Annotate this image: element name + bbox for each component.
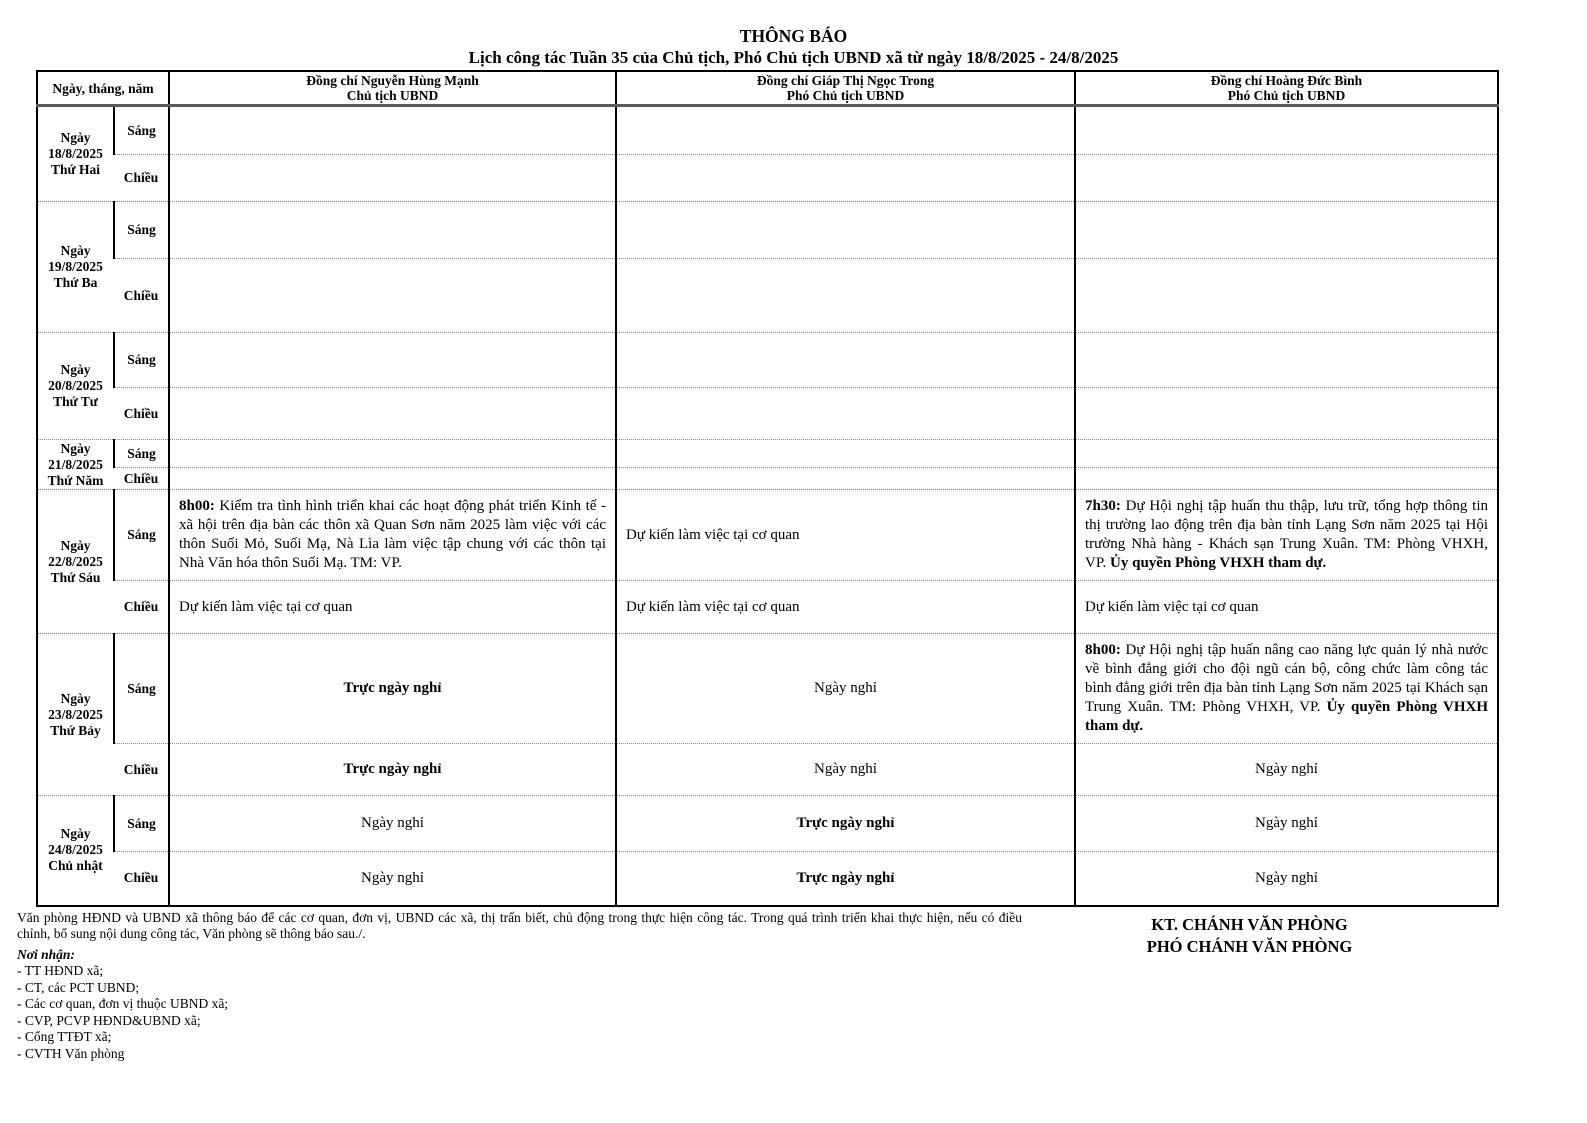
schedule-cell: [1075, 259, 1498, 333]
recipient-item: - TT HĐND xã;: [17, 963, 104, 978]
official-3-role: Phó Chủ tịch UBND: [1227, 88, 1346, 103]
schedule-cell: Dự kiến làm việc tại cơ quan: [169, 581, 616, 634]
date-cell: Ngày 20/8/2025 Thứ Tư: [37, 333, 114, 440]
schedule-cell: Trực ngày nghỉ: [616, 852, 1075, 906]
schedule-cell: [616, 259, 1075, 333]
schedule-cell: Dự kiến làm việc tại cơ quan: [616, 490, 1075, 581]
schedule-cell: [169, 468, 616, 490]
session-label: Chiều: [114, 852, 169, 906]
schedule-cell: [169, 155, 616, 202]
schedule-cell: [1075, 333, 1498, 388]
schedule-cell: [169, 388, 616, 440]
official-3-name: Đồng chí Hoàng Đức Bình: [1210, 73, 1363, 88]
schedule-cell: Ngày nghỉ: [1075, 744, 1498, 796]
schedule-cell: [616, 202, 1075, 259]
session-label: Chiều: [114, 581, 169, 634]
schedule-cell: [169, 440, 616, 468]
schedule-cell: 8h00: Kiểm tra tình hình triển khai các hoạt động phát triển Kinh tế - xã hội trên địa bàn các thôn xã Quan Sơn năm 2025 làm việc với các thôn Suối Mỏ, Suối Mạ, Nà Lìa làm việc tập chung với các thôn tại Nhà Văn hóa thôn Suối Mạ. TM: VP.: [169, 490, 616, 581]
session-label: Sáng: [114, 490, 169, 581]
session-label: Chiều: [114, 744, 169, 796]
date-cell: Ngày 18/8/2025 Thứ Hai: [48, 130, 103, 177]
schedule-cell: [1075, 388, 1498, 440]
schedule-row: [37, 490, 1498, 581]
schedule-row: [37, 796, 1498, 852]
recipient-item: - CT, các PCT UBND;: [17, 979, 140, 995]
header-official-2: [616, 71, 1075, 106]
schedule-cell: Ngày nghỉ: [1075, 852, 1498, 906]
session-label: Sáng: [114, 796, 169, 852]
signature-block: [1022, 910, 1477, 1063]
schedule-cell: Ngày nghỉ: [616, 634, 1075, 744]
recipient-item: - CVTH Văn phòng: [17, 1045, 125, 1061]
schedule-cell: Ngày nghỉ: [1075, 796, 1498, 852]
document-header: [0, 0, 1587, 68]
schedule-cell: [169, 202, 616, 259]
date-cell: Ngày 19/8/2025 Thứ Ba: [37, 202, 114, 333]
schedule-cell: [1075, 155, 1498, 202]
schedule-row: [37, 259, 1498, 333]
official-2-role: Phó Chủ tịch UBND: [786, 88, 905, 103]
schedule-cell: [616, 440, 1075, 468]
session-label: Sáng: [114, 333, 169, 388]
schedule-cell: [616, 468, 1075, 490]
session-label: Chiều: [114, 259, 169, 333]
recipients-label: Nơi nhận:: [17, 946, 75, 962]
header-official-3: [1075, 71, 1498, 106]
schedule-cell: Trực ngày nghỉ: [169, 634, 616, 744]
schedule-cell: [616, 333, 1075, 388]
session-label: Sáng: [114, 106, 169, 155]
schedule-cell: Trực ngày nghỉ: [616, 796, 1075, 852]
session-label: Sáng: [114, 440, 169, 468]
recipient-item: - Các cơ quan, đơn vị thuộc UBND xã;: [17, 996, 229, 1011]
schedule-cell: [1075, 440, 1498, 468]
schedule-cell: [1075, 468, 1498, 490]
schedule-row: [37, 440, 1498, 468]
schedule-table: [36, 70, 1499, 907]
session-label: Chiều: [114, 468, 169, 490]
schedule-row: [37, 852, 1498, 906]
schedule-cell: 7h30: Dự Hội nghị tập huấn thu thập, lưu trữ, tổng hợp thông tin thị trường lao động trên địa bàn tỉnh Lạng Sơn năm 2025 tại Hội trường Nhà hàng - Khách sạn Trung Xuân. TM: Phòng VHXH, VP. Ủy quyền Phòng VHXH tham dự.: [1075, 490, 1498, 581]
schedule-cell: [1075, 106, 1498, 155]
schedule-row: [37, 202, 1498, 259]
schedule-cell: [616, 106, 1075, 155]
signature-title: KT. CHÁNH VĂN PHÒNG: [1151, 914, 1348, 934]
schedule-cell: Ngày nghỉ: [169, 852, 616, 906]
notice-subtitle: Lịch công tác Tuần 35 của Chủ tịch, Phó Chủ tịch UBND xã từ ngày 18/8/2025 - 24/8/2025: [468, 48, 1119, 67]
schedule-cell: [616, 388, 1075, 440]
schedule-row: [37, 468, 1498, 490]
signature-position: PHÓ CHÁNH VĂN PHÒNG: [1146, 936, 1353, 956]
schedule-cell: Ngày nghỉ: [616, 744, 1075, 796]
date-cell: Ngày 24/8/2025 Chủ nhật: [37, 796, 114, 906]
session-label: Sáng: [114, 202, 169, 259]
schedule-cell: Trực ngày nghỉ: [169, 744, 616, 796]
schedule-row: [37, 744, 1498, 796]
footer-note: Văn phòng HĐND và UBND xã thông báo để các cơ quan, đơn vị, UBND các xã, thị trấn biết, chủ động trong thực hiện công tác. Trong quá trình triển khai thực hiện, nếu có điều chỉnh, bổ sung nội dung công tác, Văn phòng sẽ thông báo sau./.: [17, 909, 1022, 941]
date-cell: Ngày 23/8/2025 Thứ Bảy: [37, 634, 114, 796]
schedule-row: [37, 581, 1498, 634]
document-footer: [17, 907, 1477, 1063]
schedule-cell: Ngày nghỉ: [169, 796, 616, 852]
schedule-cell: Dự kiến làm việc tại cơ quan: [1075, 581, 1498, 634]
schedule-cell: [169, 259, 616, 333]
official-2-name: Đồng chí Giáp Thị Ngọc Trong: [756, 73, 935, 88]
table-header-row: [37, 71, 1498, 106]
schedule-row: [37, 155, 1498, 202]
date-cell: Ngày 22/8/2025 Thứ Sáu: [37, 490, 114, 634]
schedule-row: [37, 106, 1498, 155]
date-cell: Ngày 21/8/2025 Thứ Năm: [37, 440, 114, 490]
session-label: Chiều: [114, 388, 169, 440]
header-date-col: Ngày, tháng, năm: [37, 71, 169, 106]
schedule-cell: [169, 333, 616, 388]
schedule-row: [37, 333, 1498, 388]
schedule-cell: [169, 106, 616, 155]
schedule-cell: 8h00: Dự Hội nghị tập huấn nâng cao năng lực quản lý nhà nước về bình đẳng giới cho đội ngũ cán bộ, công chức làm công tác bình đẳng giới trên địa bàn tỉnh Lạng Sơn năm 2025 tại Khách sạn Trung Xuân. TM: Phòng VHXH, VP. Ủy quyền Phòng VHXH tham dự.: [1075, 634, 1498, 744]
official-1-role: Chủ tịch UBND: [346, 88, 439, 103]
footer-left-block: [17, 910, 1022, 1063]
schedule-row: [37, 634, 1498, 744]
header-official-1: [169, 71, 616, 106]
schedule-cell: [1075, 202, 1498, 259]
schedule-row: [37, 388, 1498, 440]
notice-title: THÔNG BÁO: [739, 26, 848, 46]
session-label: Chiều: [114, 155, 169, 202]
session-label: Sáng: [114, 634, 169, 744]
schedule-cell: [616, 155, 1075, 202]
schedule-cell: Dự kiến làm việc tại cơ quan: [616, 581, 1075, 634]
recipient-item: - CVP, PCVP HĐND&UBND xã;: [17, 1012, 201, 1028]
recipient-item: - Cổng TTĐT xã;: [17, 1029, 112, 1044]
official-1-name: Đồng chí Nguyễn Hùng Mạnh: [306, 73, 479, 88]
